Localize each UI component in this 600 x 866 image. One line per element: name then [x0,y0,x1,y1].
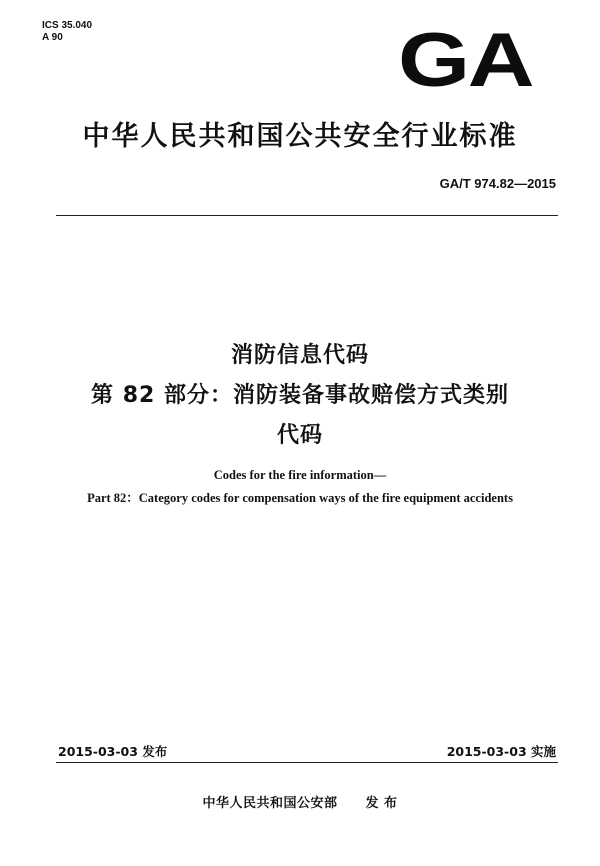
title-en-line-1: Codes for the fire information— [213,468,387,482]
implementation-date: 2015-03-03 实施 [446,744,556,759]
title-cn-line-1: 消防信息代码 [230,343,369,368]
publisher-name: 中华人民共和国公安部 [202,796,338,811]
ics-code: ICS 35.040 [42,20,93,31]
title-cn-line-2: 第 82 部分：消防装备事故赔偿方式类别 [91,383,509,408]
issue-date: 2015-03-03 发布 [58,744,168,759]
publisher-line [0,792,600,811]
classification-codes [42,20,92,44]
standard-organization-title: 中华人民共和国公共安全行业标准 [82,121,518,152]
title-en-line-2: Part 82：Category codes for compensation ways of the fire equipment accidents [87,491,513,505]
top-divider [56,215,558,216]
title-cn-line-3: 代码 [276,423,323,448]
bottom-divider [56,762,558,763]
ccs-code: A 90 [42,32,63,43]
standard-number: GA/T 974.82—2015 [439,176,556,191]
publisher-action: 发 布 [365,796,398,811]
ga-logo: GA [398,18,533,103]
